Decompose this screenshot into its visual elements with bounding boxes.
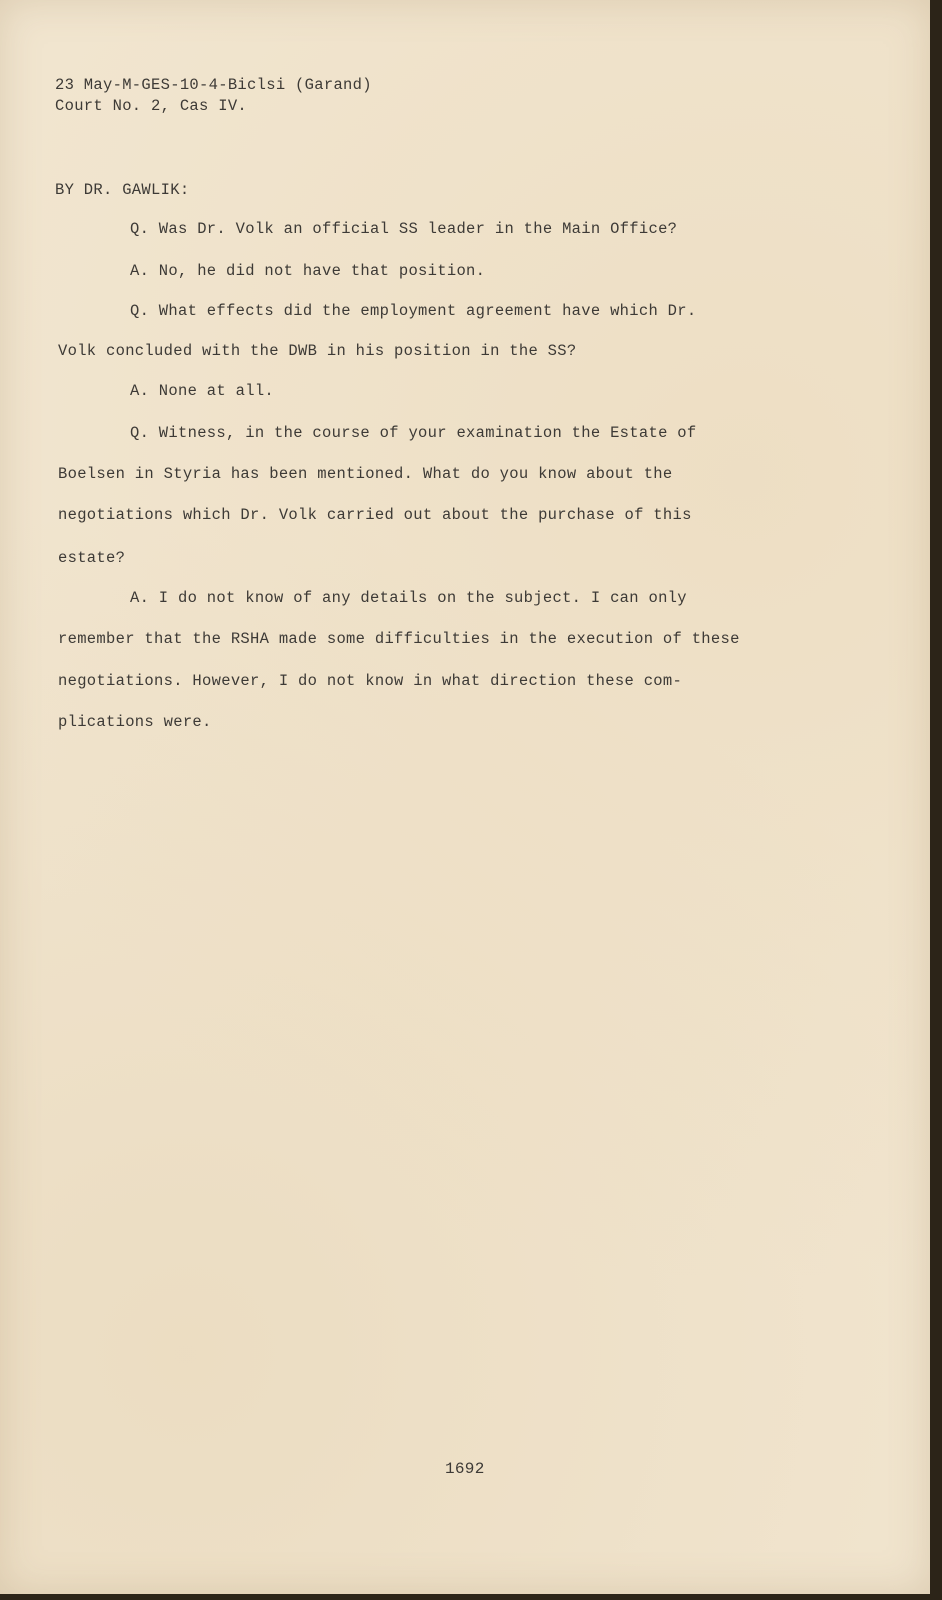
header-line-1: 23 May-M-GES-10-4-Biclsi (Garand) [55,76,372,94]
body-line: plications were. [58,713,212,731]
page-number: 1692 [445,1460,485,1478]
body-line: remember that the RSHA made some difficulties in the execution of these [58,630,740,648]
scan-edge-bottom [0,1594,942,1600]
body-line: A. I do not know of any details on the subject. I can only [130,589,687,607]
body-line: A. None at all. [130,382,275,400]
body-line: A. No, he did not have that position. [130,262,486,280]
body-line: estate? [58,549,126,567]
body-line: Volk concluded with the DWB in his position in the SS? [58,342,577,360]
body-line: negotiations which Dr. Volk carried out about the purchase of this [58,506,692,524]
body-line: negotiations. However, I do not know in what direction these com- [58,672,683,690]
header-line-2: Court No. 2, Cas IV. [55,97,248,115]
body-line: Q. Witness, in the course of your examination the Estate of [130,424,697,442]
body-line: Q. Was Dr. Volk an official SS leader in the Main Office? [130,220,678,238]
examiner-heading: BY DR. GAWLIK: [55,181,190,199]
body-line: Boelsen in Styria has been mentioned. What do you know about the [58,465,673,483]
body-line: Q. What effects did the employment agreement have which Dr. [130,302,697,320]
scan-edge-right [930,0,942,1600]
